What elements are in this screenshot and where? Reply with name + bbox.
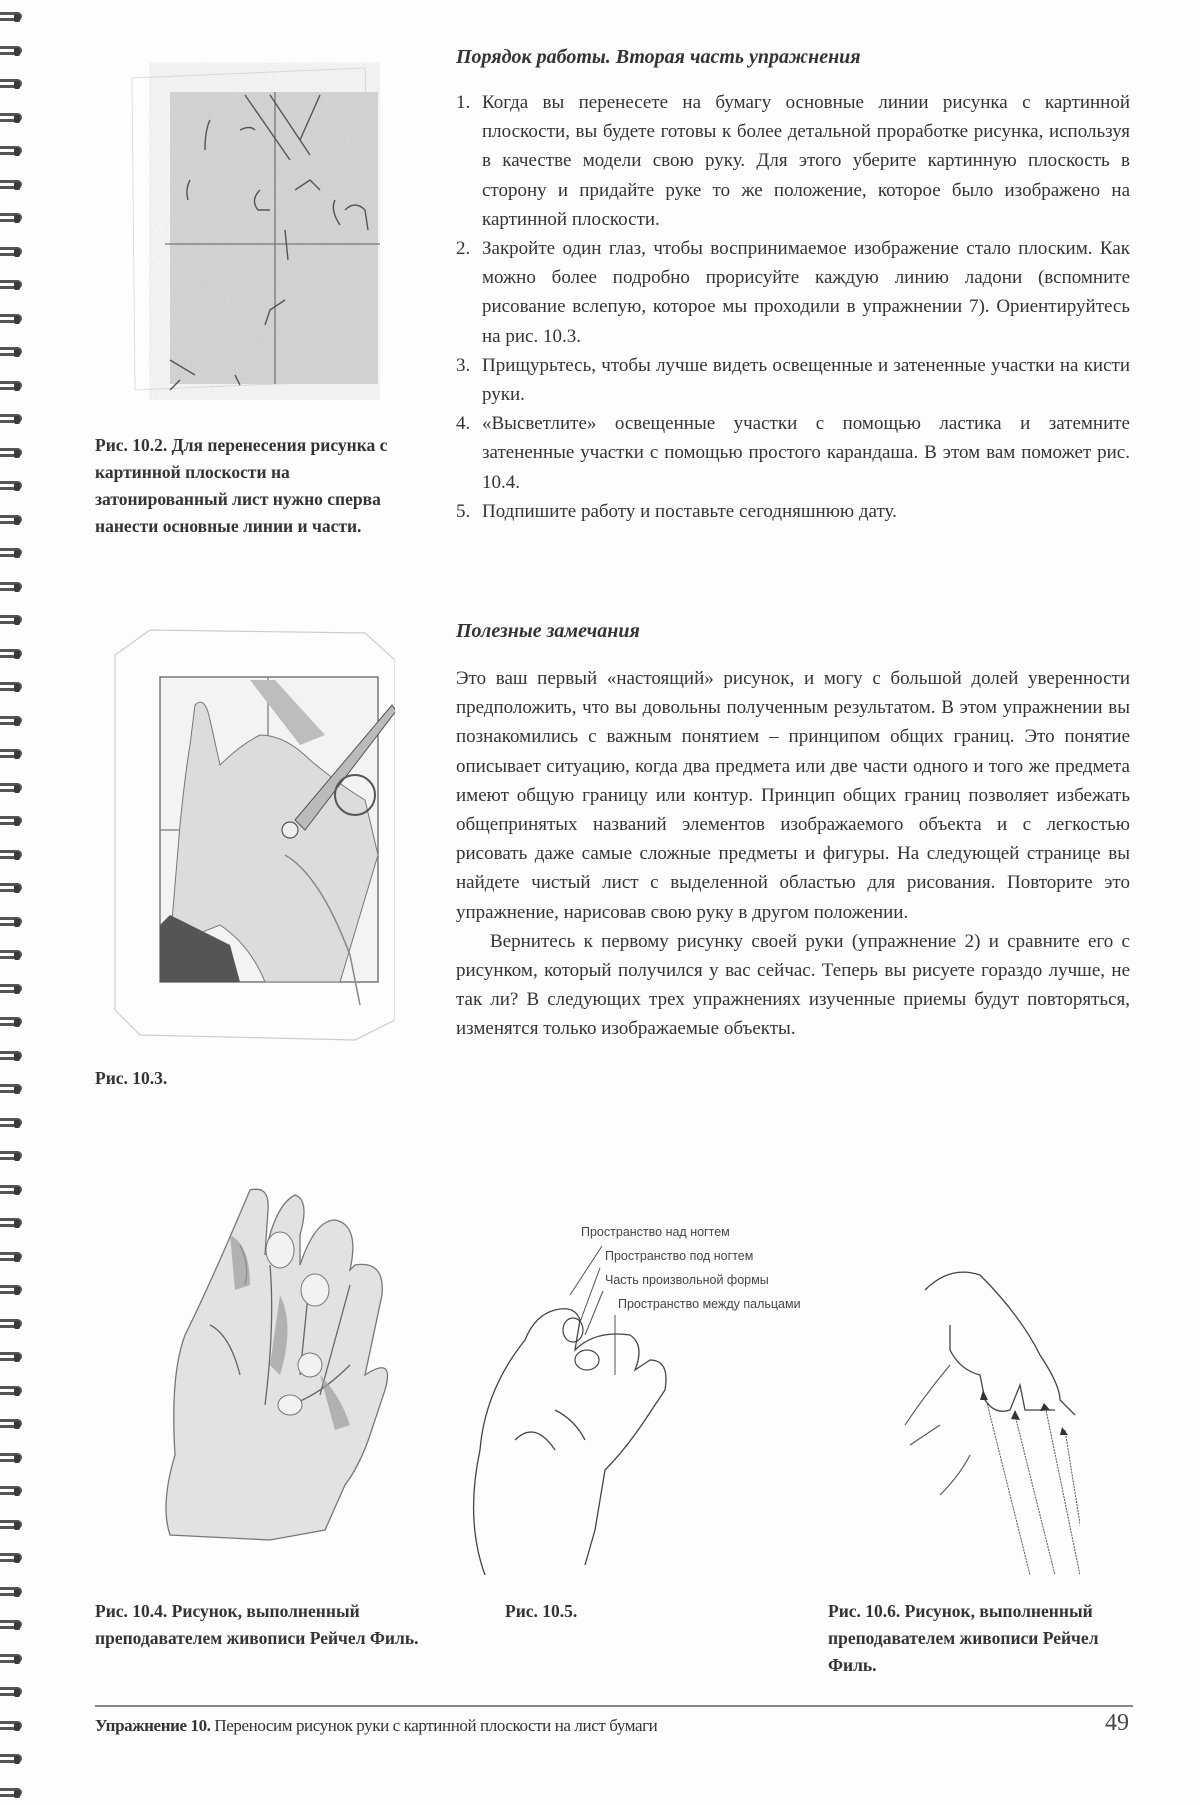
- spiral-ring: [0, 848, 26, 862]
- step-text: Подпишите работу и поставьте сегодняшнюю дату.: [482, 500, 897, 522]
- spiral-ring: [0, 245, 26, 259]
- label-space-under-nail: Пространство под ногтем: [605, 1249, 754, 1263]
- step-number: 1.: [456, 92, 471, 113]
- spiral-ring: [0, 111, 26, 125]
- spiral-ring: [0, 479, 26, 493]
- spiral-ring: [0, 1786, 26, 1800]
- notes-body: [456, 664, 1130, 1044]
- spiral-ring: [0, 1618, 26, 1632]
- figure-10-4-image: [150, 1175, 420, 1555]
- notes-paragraph: Это ваш первый «настоящий» рисунок, и могу с большой долей уверенности предположить, что вы довольны полученным результатом. В этом упражнении вы познакомились с важным понятием – принципом общих границ. Это понятие описывает ситуацию, когда два предмета или две части одного и того же предмета имеют общую границу или контур. Принцип общих границ позволяет избежать общепринятых названий элементов изображаемого объекта и с легкостью рисовать даже самые сложные предметы и фигуры. На следующей странице вы найдете чистый лист с выделенной областью для рисования. Повторите это упражнение, нарисовав свою руку в другом положении.: [456, 668, 1130, 923]
- spiral-ring: [0, 44, 26, 58]
- procedure-steps: [456, 88, 1130, 526]
- step-number: 2.: [456, 238, 471, 260]
- spiral-ring: [0, 513, 26, 527]
- spiral-ring: [0, 948, 26, 962]
- step-item: [456, 88, 1130, 234]
- footer-exercise-title: Переносим рисунок руки с картинной плоскости на лист бумаги: [214, 1716, 658, 1735]
- spiral-ring: [0, 982, 26, 996]
- spiral-ring: [0, 1384, 26, 1398]
- step-item: [456, 234, 1130, 351]
- step-text: Прищурьтесь, чтобы лучше видеть освещенные и затененные участки на кисти руки.: [482, 354, 1130, 406]
- spiral-ring: [0, 345, 26, 359]
- spiral-ring: [0, 1585, 26, 1599]
- figure-10-4-caption: Рис. 10.4. Рисунок, выполненный преподавателем живописи Рейчел Филь.: [95, 1601, 419, 1648]
- step-item: [456, 497, 1130, 526]
- spiral-ring: [0, 1015, 26, 1029]
- spiral-ring: [0, 1317, 26, 1331]
- step-number: 3.: [456, 354, 471, 376]
- spiral-ring: [0, 178, 26, 192]
- spiral-ring: [0, 1183, 26, 1197]
- page-number: 49: [1105, 1710, 1129, 1736]
- figure-10-5-image: [455, 1220, 875, 1590]
- spiral-ring: [0, 1719, 26, 1733]
- step-item: [456, 409, 1130, 497]
- footer-exercise-label: Упражнение 10.: [95, 1716, 211, 1735]
- spiral-ring: [0, 881, 26, 895]
- spiral-ring: [0, 1417, 26, 1431]
- spiral-ring: [0, 546, 26, 560]
- spiral-ring: [0, 312, 26, 326]
- spiral-ring: [0, 1451, 26, 1465]
- spiral-binding: [0, 0, 30, 1805]
- figure-10-3-caption: Рис. 10.3.: [95, 1068, 168, 1088]
- spiral-ring: [0, 613, 26, 627]
- figure-10-2-image: [110, 60, 380, 400]
- spiral-ring: [0, 1116, 26, 1130]
- spiral-ring: [0, 1652, 26, 1666]
- section-title-notes: Полезные замечания: [456, 620, 640, 642]
- spiral-ring: [0, 1216, 26, 1230]
- spiral-ring: [0, 379, 26, 393]
- notes-paragraph: Вернитесь к первому рисунку своей руки (упражнение 2) и сравните его с рисунком, который получился у вас сейчас. Теперь вы рисуете гораздо лучше, не так ли? В следующих трех упражнениях изученные приемы будут повторяться, изменятся только изображаемые объекты.: [456, 930, 1130, 1040]
- label-space-between-fingers: Пространство между пальцами: [618, 1297, 801, 1311]
- spiral-ring: [0, 580, 26, 594]
- spiral-ring: [0, 10, 26, 24]
- spiral-ring: [0, 211, 26, 225]
- spiral-ring: [0, 1082, 26, 1096]
- spiral-ring: [0, 915, 26, 929]
- step-number: 4.: [456, 413, 471, 435]
- figure-10-2-caption: Рис. 10.2. Для перенесения рисунка с картинной плоскости на затонированный лист нужно сперва нанести основные линии и части.: [95, 435, 388, 536]
- figure-10-6-image: [880, 1255, 1080, 1585]
- step-text: «Высветлите» освещенные участки с помощью ластика и затемните затененные участки с помощью простого карандаша. В этом вам поможет рис. 10.4.: [482, 413, 1130, 493]
- spiral-ring: [0, 144, 26, 158]
- spiral-ring: [0, 647, 26, 661]
- step-text: Закройте один глаз, чтобы воспринимаемое изображение стало плоским. Как можно более подробно прорисуйте каждую линию ладони (вспомните рисование вслепую, которое мы проходили в упражнении 7). Ориентируйтесь на рис. 10.3.: [482, 238, 1130, 347]
- step-item: [456, 351, 1130, 409]
- spiral-ring: [0, 714, 26, 728]
- spiral-ring: [0, 278, 26, 292]
- spiral-ring: [0, 1484, 26, 1498]
- spiral-ring: [0, 1752, 26, 1766]
- spiral-ring: [0, 781, 26, 795]
- spiral-ring: [0, 1350, 26, 1364]
- spiral-ring: [0, 1250, 26, 1264]
- step-number: 5.: [456, 500, 471, 522]
- spiral-ring: [0, 1551, 26, 1565]
- step-text: Когда вы перенесете на бумагу основные линии рисунка с картинной плоскости, вы будете готовы к более детальной проработке рисунка, используя в качестве модели свою руку. Для этого уберите картинную плоскость в сторону и придайте руке то же положение, которое было изображено на картинной плоскости.: [482, 92, 1130, 230]
- figure-10-5-caption: Рис. 10.5.: [505, 1601, 578, 1621]
- spiral-ring: [0, 1685, 26, 1699]
- spiral-ring: [0, 1283, 26, 1297]
- spiral-ring: [0, 1518, 26, 1532]
- spiral-ring: [0, 77, 26, 91]
- spiral-ring: [0, 412, 26, 426]
- footer-divider: [95, 1705, 1133, 1707]
- spiral-ring: [0, 446, 26, 460]
- section-title-procedure: Порядок работы. Вторая часть упражнения: [456, 46, 861, 68]
- figure-10-3-image: [110, 625, 395, 1045]
- spiral-ring: [0, 814, 26, 828]
- spiral-ring: [0, 1049, 26, 1063]
- label-free-form-part: Часть произвольной формы: [605, 1273, 769, 1287]
- spiral-ring: [0, 680, 26, 694]
- figure-10-6-caption: Рис. 10.6. Рисунок, выполненный преподавателем живописи Рейчел Филь.: [828, 1601, 1099, 1675]
- spiral-ring: [0, 1149, 26, 1163]
- label-space-above-nail: Пространство над ногтем: [581, 1225, 730, 1239]
- running-footer: [95, 1716, 657, 1736]
- spiral-ring: [0, 747, 26, 761]
